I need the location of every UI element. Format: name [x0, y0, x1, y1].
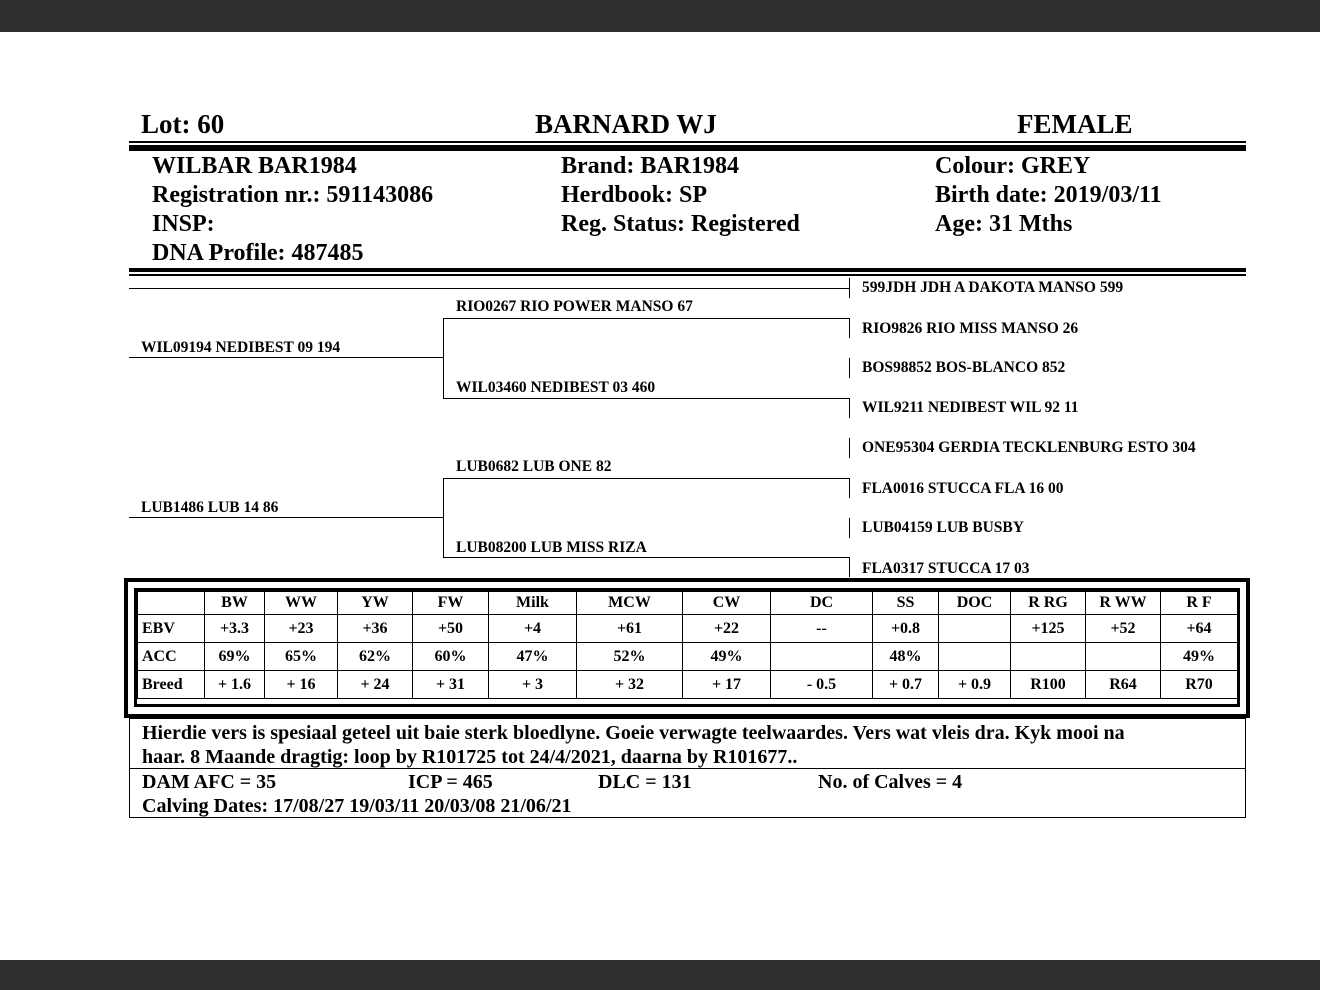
ebv-row-ebv: [138, 615, 1238, 643]
ebv-cell: 49%: [1161, 643, 1238, 671]
ebv-header-cell: WW: [265, 592, 338, 615]
ebv-header-cell: Milk: [489, 592, 577, 615]
colour: Colour: GREY: [935, 153, 1091, 179]
ebv-header-cell: [138, 592, 205, 615]
reg-status: Reg. Status: Registered: [561, 211, 800, 237]
insp-label: INSP:: [152, 211, 215, 237]
ebv-cell: +3.3: [205, 615, 265, 643]
viewer-top-bar: [0, 0, 1320, 32]
calving-dates: Calving Dates: 17/08/27 19/03/11 20/03/08 21/06/21: [142, 795, 572, 817]
pedigree-ddd: FLA0317 STUCCA 17 03: [862, 560, 1030, 577]
ebv-cell: R64: [1086, 671, 1161, 699]
comment-line-1: Hierdie vers is spesiaal geteel uit baie sterk bloedlyne. Goeie verwagte teelwaardes. Vers wat vleis dra. Kyk mooi na: [142, 722, 1125, 744]
ebv-cell: 47%: [489, 643, 577, 671]
ebv-cell: +0.8: [873, 615, 939, 643]
ebv-cell: +50: [413, 615, 489, 643]
ebv-cell: 62%: [338, 643, 413, 671]
pedigree-line: [129, 357, 443, 358]
header-rule-thick: [129, 145, 1246, 151]
ebv-cell: - 0.5: [771, 671, 873, 699]
ebv-cell: 69%: [205, 643, 265, 671]
ebv-cell: +64: [1161, 615, 1238, 643]
ebv-cell: 48%: [873, 643, 939, 671]
ebv-row-breed: [138, 671, 1238, 699]
birth-date: Birth date: 2019/03/11: [935, 182, 1162, 208]
icp: ICP = 465: [408, 771, 493, 793]
ebv-cell: + 16: [265, 671, 338, 699]
ebv-row-label: ACC: [138, 643, 205, 671]
number-of-calves: No. of Calves = 4: [818, 771, 963, 793]
dna-profile: DNA Profile: 487485: [152, 240, 364, 266]
pedigree-line: [849, 518, 850, 538]
ebv-header-cell: DC: [771, 592, 873, 615]
ebv-cell: 52%: [577, 643, 683, 671]
comment-box: [129, 718, 1246, 818]
ebv-table: [137, 591, 1238, 699]
pedigree-line: [849, 398, 850, 418]
ebv-header-row: [138, 592, 1238, 615]
pedigree-dsd: FLA0016 STUCCA FLA 16 00: [862, 480, 1064, 497]
ebv-header-cell: YW: [338, 592, 413, 615]
pedigree-line: [443, 318, 849, 319]
pedigree-ssd: RIO9826 RIO MISS MANSO 26: [862, 320, 1079, 337]
pedigree-line: [443, 557, 849, 558]
lot-number: Lot: 60: [141, 109, 225, 139]
pedigree-line: [443, 478, 849, 479]
ebv-header-cell: R RG: [1011, 592, 1086, 615]
ebv-cell: +36: [338, 615, 413, 643]
pedigree-dam-sire: LUB0682 LUB ONE 82: [456, 458, 612, 475]
pedigree-line: [443, 478, 444, 558]
ebv-cell: R100: [1011, 671, 1086, 699]
ebv-cell: --: [771, 615, 873, 643]
ebv-cell: +4: [489, 615, 577, 643]
pedigree-line: [849, 438, 850, 458]
viewer-bottom-bar: [0, 960, 1320, 990]
pedigree-line: [849, 278, 850, 298]
pedigree-line: [443, 398, 849, 399]
registration-number: Registration nr.: 591143086: [152, 182, 434, 208]
ebv-cell: [939, 615, 1011, 643]
dam-afc: DAM AFC = 35: [142, 771, 277, 793]
ebv-cell: 49%: [683, 643, 771, 671]
ebv-cell: 65%: [265, 643, 338, 671]
ebv-cell: [1011, 643, 1086, 671]
pedigree-line: [849, 478, 850, 498]
ebv-cell: + 1.6: [205, 671, 265, 699]
pedigree-line: [849, 318, 850, 338]
pedigree-line: [129, 288, 849, 289]
ebv-header-cell: BW: [205, 592, 265, 615]
animal-info-left: [152, 152, 433, 268]
animal-info-right: [935, 152, 1162, 239]
comment-divider: [130, 768, 1245, 769]
pedigree-dds: LUB04159 LUB BUSBY: [862, 519, 1024, 536]
ebv-cell: + 24: [338, 671, 413, 699]
ebv-cell: [1086, 643, 1161, 671]
sex-label: FEMALE: [1017, 109, 1133, 139]
ebv-cell: [771, 643, 873, 671]
ebv-cell: R70: [1161, 671, 1238, 699]
pedigree-sire-sire: RIO0267 RIO POWER MANSO 67: [456, 298, 693, 315]
info-rule-thin: [129, 274, 1246, 276]
breeder-name: BARNARD WJ: [535, 109, 717, 139]
ebv-cell: + 32: [577, 671, 683, 699]
ebv-cell: +22: [683, 615, 771, 643]
ebv-header-cell: MCW: [577, 592, 683, 615]
pedigree-line: [129, 517, 443, 518]
pedigree-line: [443, 318, 444, 398]
comment-line-2: haar. 8 Maande dragtig: loop by R101725 tot 24/4/2021, daarna by R101677..: [142, 746, 798, 768]
ebv-cell: + 31: [413, 671, 489, 699]
ebv-cell: + 0.9: [939, 671, 1011, 699]
ebv-cell: + 17: [683, 671, 771, 699]
pedigree-dam-dam: LUB08200 LUB MISS RIZA: [456, 539, 647, 556]
ebv-header-cell: CW: [683, 592, 771, 615]
pedigree-line: [849, 557, 850, 577]
herdbook: Herdbook: SP: [561, 182, 708, 208]
pedigree-sss: 599JDH JDH A DAKOTA MANSO 599: [862, 279, 1124, 296]
ebv-row-label: Breed: [138, 671, 205, 699]
ebv-header-cell: R F: [1161, 592, 1238, 615]
dlc: DLC = 131: [598, 771, 692, 793]
ebv-cell: +125: [1011, 615, 1086, 643]
ebv-header-cell: SS: [873, 592, 939, 615]
info-rule-thick: [129, 268, 1246, 272]
ebv-row-label: EBV: [138, 615, 205, 643]
brand: Brand: BAR1984: [561, 153, 740, 179]
age: Age: 31 Mths: [935, 211, 1073, 237]
ebv-header-cell: R WW: [1086, 592, 1161, 615]
ebv-cell: [939, 643, 1011, 671]
ebv-cell: +23: [265, 615, 338, 643]
ebv-cell: +52: [1086, 615, 1161, 643]
ebv-cell: + 3: [489, 671, 577, 699]
pedigree-sds: BOS98852 BOS-BLANCO 852: [862, 359, 1066, 376]
animal-info-middle: [561, 152, 800, 239]
animal-name: WILBAR BAR1984: [152, 153, 357, 179]
ebv-header-cell: FW: [413, 592, 489, 615]
ebv-cell: + 0.7: [873, 671, 939, 699]
pedigree-sire: WIL09194 NEDIBEST 09 194: [141, 339, 341, 356]
pedigree-dam: LUB1486 LUB 14 86: [141, 499, 279, 516]
pedigree-line: [849, 358, 850, 378]
header-rule-thin: [129, 141, 1246, 143]
ebv-row-acc: [138, 643, 1238, 671]
pedigree-dss: ONE95304 GERDIA TECKLENBURG ESTO 304: [862, 439, 1196, 456]
pedigree-sire-dam: WIL03460 NEDIBEST 03 460: [456, 379, 656, 396]
ebv-cell: +61: [577, 615, 683, 643]
ebv-cell: 60%: [413, 643, 489, 671]
ebv-header-cell: DOC: [939, 592, 1011, 615]
pedigree-sdd: WIL9211 NEDIBEST WIL 92 11: [862, 399, 1079, 416]
